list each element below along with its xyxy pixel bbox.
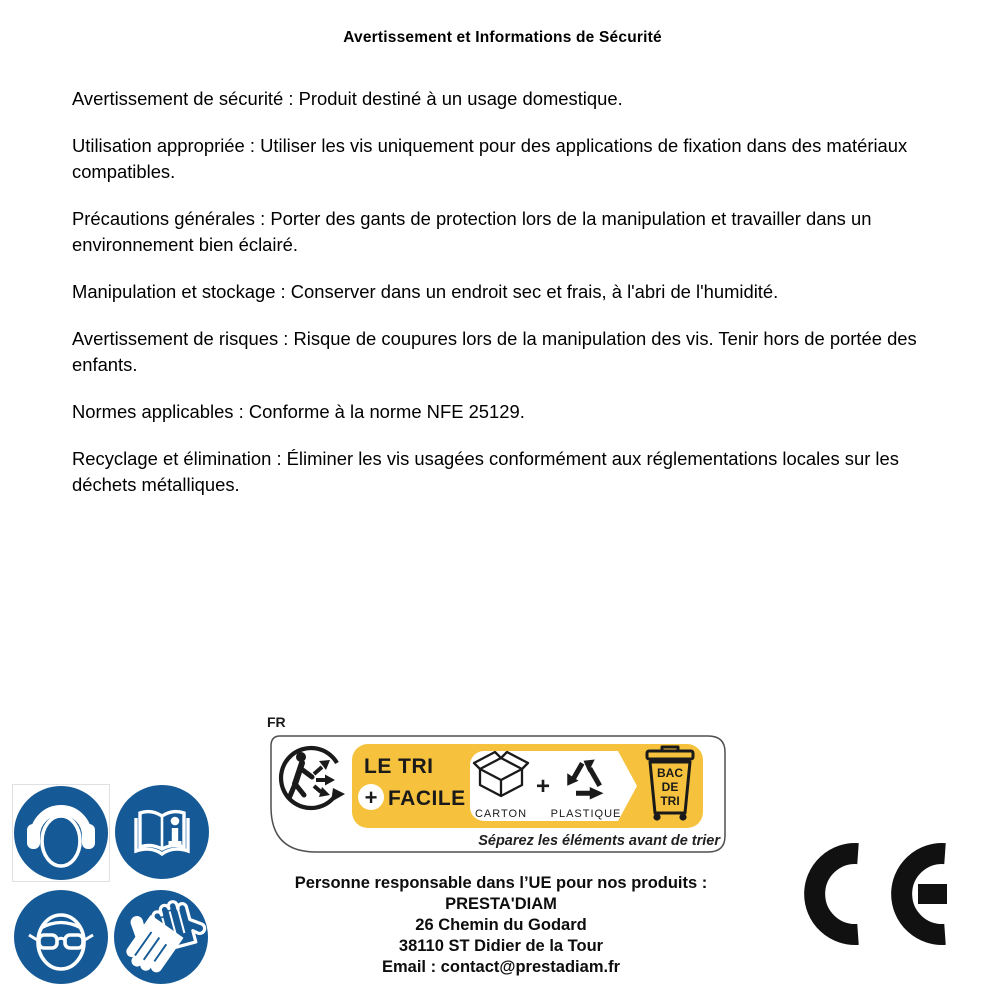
responsible-intro: Personne responsable dans l’UE pour nos produits : [294, 874, 708, 892]
ear-protection-icon [14, 786, 108, 880]
bin-text-tri: TRI [660, 794, 680, 808]
info-tri-label [268, 733, 728, 855]
paragraph-recycling: Recyclage et élimination : Éliminer les vis usagées conformément aux réglementations locales sur les déchets métalliques. [72, 448, 899, 495]
paragraph-handling-storage: Manipulation et stockage : Conserver dans un endroit sec et frais, à l'abri de l'humidité. [72, 281, 779, 302]
paragraph-safety-warning: Avertissement de sécurité : Produit destiné à un usage domestique. [72, 88, 623, 109]
responsible-company: PRESTA'DIAM [445, 895, 557, 913]
fr-country-label: FR [267, 714, 286, 730]
gloves-icon [114, 890, 208, 984]
responsible-city: 38110 ST Didier de la Tour [398, 937, 604, 955]
material-carton-label: CARTON [474, 808, 528, 820]
material-plastique-label: PLASTIQUE [550, 808, 622, 820]
materials-plus: + [535, 773, 551, 800]
safety-paragraphs [72, 86, 950, 519]
plus-icon: + [364, 785, 378, 810]
ce-mark-icon [790, 835, 1005, 955]
headline-facile: FACILE [388, 787, 466, 810]
page-title: Avertissement et Informations de Sécurité [343, 29, 662, 46]
bin-text-de: DE [661, 780, 679, 794]
paragraph-risk-warning: Avertissement de risques : Risque de coupures lors de la manipulation des vis. Tenir hors de portée des enfants. [72, 328, 917, 375]
paragraph-applicable-standards: Normes applicables : Conforme à la norme NFE 25129. [72, 401, 525, 422]
sorting-instruction: Séparez les éléments avant de trier [478, 833, 720, 849]
responsible-email: Email : contact@prestadiam.fr [382, 958, 620, 976]
read-manual-icon [115, 785, 209, 879]
bin-text-bac: BAC [657, 766, 683, 780]
responsible-block [245, 873, 757, 978]
headline-le-tri: LE TRI [364, 755, 434, 778]
paragraph-appropriate-use: Utilisation appropriée : Utiliser les vis uniquement pour des applications de fixation dans des matériaux compatibles. [72, 135, 908, 182]
eye-protection-icon [14, 890, 108, 984]
paragraph-general-precautions: Précautions générales : Porter des gants de protection lors de la manipulation et travailler dans un environnement bien éclairé. [72, 208, 872, 255]
responsible-street: 26 Chemin du Godard [415, 916, 587, 934]
